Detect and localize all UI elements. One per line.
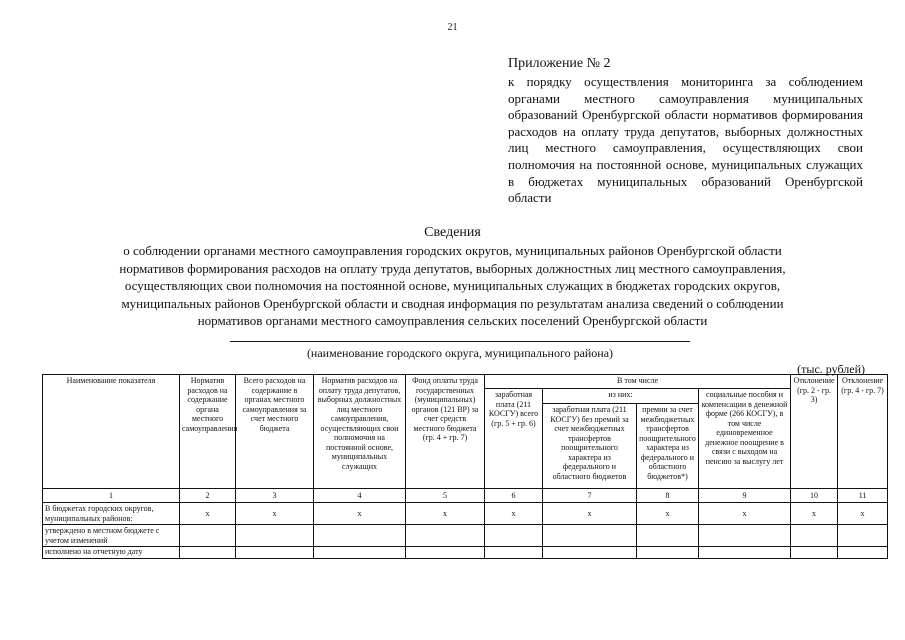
table-cell[interactable] (838, 547, 888, 559)
header-in-total: В том числе (485, 375, 791, 389)
fill-in-line (230, 341, 690, 342)
header-deviation-4-7: Отклонение (гр. 4 - гр. 7) (838, 375, 888, 489)
header-payroll-fund: Фонд оплаты труда государственных (муниципальных) органов (121 ВР) за счет средств местного бюджета (гр. 4 + гр. 7) (406, 375, 485, 489)
column-number: 6 (485, 489, 543, 503)
row-label: утверждено в местном бюджете с учетом изменений (43, 525, 180, 547)
table-cell[interactable] (543, 525, 637, 547)
column-number: 4 (314, 489, 406, 503)
appendix-text: к порядку осуществления мониторинга за соблюдением органами местного самоуправления муниципальных образований Оренбургской области нормативов формирования расходов на оплату труда депутатов, выборных должностных лиц местного самоуправления, осуществляющих свои полномочия на постоянной основе, муниципальных служащих в бюджетах муниципальных образований Оренбургской области (508, 74, 863, 206)
report-subtitle-line1: о соблюдении органами местного самоуправления городских округов, муниципальных районов Оренбургской области (123, 243, 782, 258)
table-cell: x (838, 503, 888, 525)
table-cell[interactable] (406, 525, 485, 547)
table-cell: x (314, 503, 406, 525)
column-number: 10 (791, 489, 838, 503)
table-cell[interactable] (838, 525, 888, 547)
header-norm-body-costs: Норматив расходов на содержание органа местного самоуправления (180, 375, 236, 489)
header-bonuses: премии за счет межбюджетных трансфертов поощрительного характера из федерального и областного бюджетов*) (637, 404, 699, 489)
table-cell: x (791, 503, 838, 525)
header-salary-without-bonuses: заработная плата (211 КОСГУ) без премий за счет межбюджетных трансфертов поощрительного характера из федерального и областного бюджетов (543, 404, 637, 489)
table-cell: x (180, 503, 236, 525)
table-cell: x (699, 503, 791, 525)
header-total-costs: Всего расходов на содержание в органах местного самоуправления за счет местного бюджета (236, 375, 314, 489)
table-cell: x (637, 503, 699, 525)
row-label: В бюджетах городских округов, муниципальных районов: (43, 503, 180, 525)
fill-in-caption: (наименование городского округа, муниципального района) (306, 346, 614, 360)
table-cell[interactable] (791, 525, 838, 547)
header-salary-total: заработная плата (211 КОСГУ) всего (гр. 5 + гр. 6) (485, 389, 543, 489)
table-cell: x (485, 503, 543, 525)
table-cell[interactable] (699, 547, 791, 559)
page-number: 21 (447, 22, 458, 33)
table-cell[interactable] (180, 525, 236, 547)
table-cell[interactable] (791, 547, 838, 559)
units-label: (тыс. рублей) (797, 362, 865, 376)
column-number: 11 (838, 489, 888, 503)
column-number: 2 (180, 489, 236, 503)
table-cell[interactable] (180, 547, 236, 559)
table-cell[interactable] (699, 525, 791, 547)
column-number: 7 (543, 489, 637, 503)
header-social-benefits: социальные пособия и компенсации в денежной форме (266 КОСГУ), в том числе единовременное денежное поощрение в связи с выходом на пенсию за выслугу лет (699, 389, 791, 489)
header-norm-labor-costs: Норматив расходов на оплату труда депутатов, выборных должностных лиц местного самоуправления, осуществляющих свои полномочия на постоянной основе, муниципальных служащих (314, 375, 406, 489)
appendix-title: Приложение № 2 (508, 56, 611, 71)
report-subtitle-line3: осуществляющих свои полномочия на постоянной основе, муниципальных служащих в бюджетах городских округов, (124, 278, 781, 294)
header-indicator-name: Наименование показателя (43, 375, 180, 489)
report-subtitle-line2: нормативов формирования расходов на оплату труда депутатов, выборных должностных лиц местного самоуправления, (119, 260, 786, 276)
table-cell[interactable] (637, 547, 699, 559)
table-cell[interactable] (637, 525, 699, 547)
report-subtitle-line4: муниципальных районов Оренбургской области и сводная информация по результатам анализа сведений о соблюдении (121, 295, 784, 311)
appendix-block (508, 55, 863, 207)
table-row (43, 547, 888, 559)
report-heading (20, 224, 885, 330)
table-cell[interactable] (406, 547, 485, 559)
column-number: 9 (699, 489, 791, 503)
table-cell[interactable] (236, 547, 314, 559)
table-row (43, 503, 888, 525)
table-cell[interactable] (485, 525, 543, 547)
report-table (42, 374, 888, 559)
header-of-them: из них: (543, 389, 699, 404)
row-label: исполнено на отчетную дату (43, 547, 180, 559)
report-title: Сведения (424, 225, 481, 240)
column-number: 3 (236, 489, 314, 503)
column-number: 1 (43, 489, 180, 503)
table-cell[interactable] (314, 547, 406, 559)
table-cell: x (543, 503, 637, 525)
column-number: 8 (637, 489, 699, 503)
table-cell[interactable] (236, 525, 314, 547)
report-subtitle-line5: нормативов органами местного самоуправления сельских поселений Оренбургской области (197, 313, 708, 329)
table-cell: x (406, 503, 485, 525)
table-row (43, 525, 888, 547)
table-cell[interactable] (543, 547, 637, 559)
header-deviation-2-3: Отклонение (гр. 2 - гр. 3) (791, 375, 838, 489)
column-number: 5 (406, 489, 485, 503)
table-cell[interactable] (485, 547, 543, 559)
table-cell[interactable] (314, 525, 406, 547)
table-cell: x (236, 503, 314, 525)
